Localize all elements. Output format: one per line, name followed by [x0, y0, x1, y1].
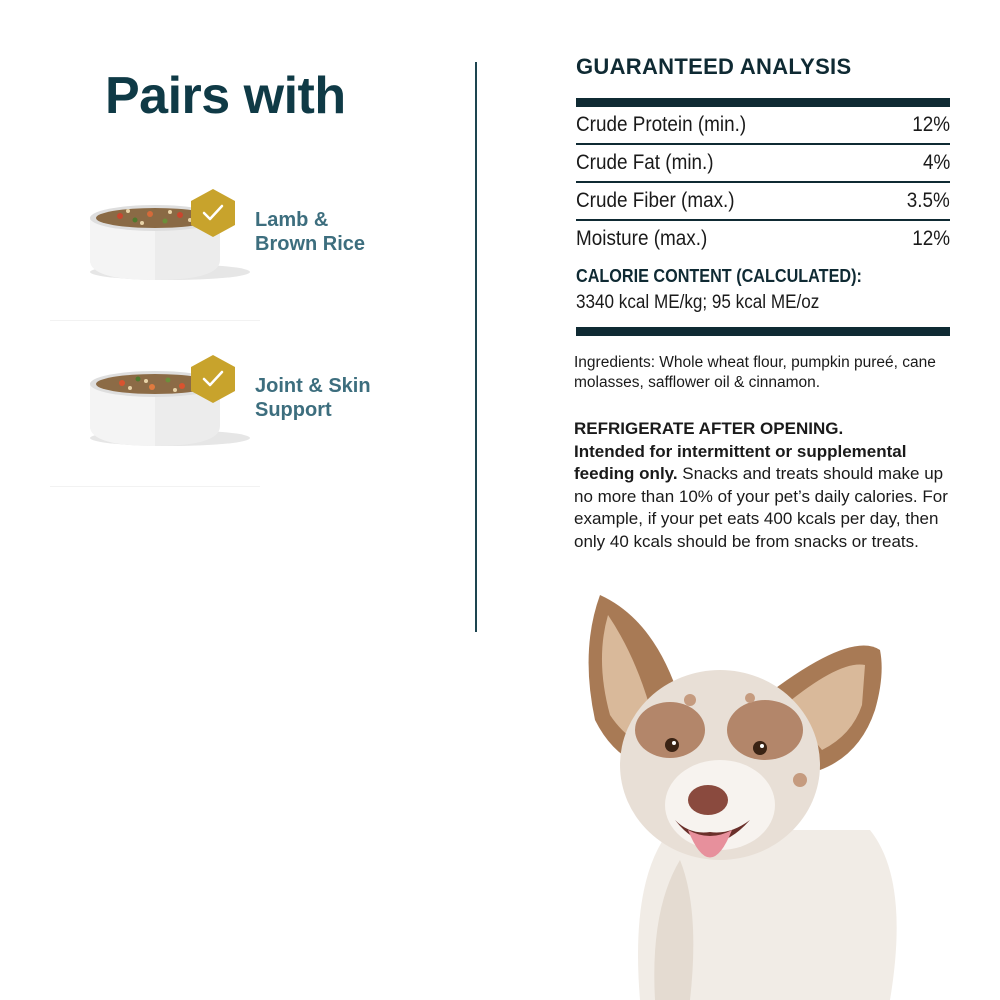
- pair-label-line: Joint & Skin: [255, 375, 371, 397]
- calorie-content-title: CALORIE CONTENT (CALCULATED):: [576, 266, 862, 286]
- pair-label-line: Support: [255, 399, 332, 421]
- pair-item-lamb-brown-rice[interactable]: [50, 180, 390, 320]
- guaranteed-analysis-title: GUARANTEED ANALYSIS: [576, 54, 852, 79]
- dog-photo: [560, 580, 980, 1000]
- analysis-row-value: 12%: [912, 113, 950, 136]
- feeding-body: Snacks and treats should make up no more than 10% of your pet’s daily calories. For example, if your pet eats 400 kcals per day, then only 40 kcals should be from snacks or treats.: [574, 464, 948, 551]
- check-badge-icon: [190, 354, 236, 404]
- analysis-row: [576, 107, 950, 145]
- analysis-row: [576, 145, 950, 183]
- analysis-row-name: Moisture (max.): [576, 227, 708, 250]
- analysis-bottom-rule: [576, 327, 950, 336]
- divider-line: [50, 320, 260, 321]
- ingredients-text: Ingredients: Whole wheat flour, pumpkin pureé, cane molasses, safflower oil & cinnamon.: [574, 354, 936, 391]
- pair-item-joint-skin-support[interactable]: [50, 346, 390, 486]
- pair-label-line: Lamb &: [255, 209, 329, 231]
- pairs-with-title: Pairs with: [105, 67, 346, 125]
- analysis-row: [576, 221, 950, 257]
- pair-label: [255, 374, 371, 422]
- analysis-row-name: Crude Fat (min.): [576, 151, 714, 174]
- check-badge-icon: [190, 188, 236, 238]
- analysis-row-name: Crude Protein (min.): [576, 113, 747, 136]
- pair-label: [255, 208, 365, 256]
- analysis-row: [576, 183, 950, 221]
- analysis-top-rule: [576, 98, 950, 107]
- analysis-row-name: Crude Fiber (max.): [576, 189, 735, 212]
- analysis-row-value: 12%: [912, 227, 950, 250]
- feeding-instructions: [574, 418, 954, 553]
- analysis-row-value: 4%: [922, 151, 950, 174]
- vertical-divider: [475, 62, 477, 632]
- intended-use: Intended for intermittent or supplemental feeding only.: [574, 441, 907, 483]
- refrigerate-warning: REFRIGERATE AFTER OPENING.: [574, 419, 844, 438]
- analysis-table: [576, 107, 950, 257]
- pair-label-line: Brown Rice: [255, 233, 366, 255]
- divider-line: [50, 486, 260, 487]
- analysis-row-value: 3.5%: [906, 189, 950, 212]
- calorie-content-value: 3340 kcal ME/kg; 95 kcal ME/oz: [576, 292, 820, 313]
